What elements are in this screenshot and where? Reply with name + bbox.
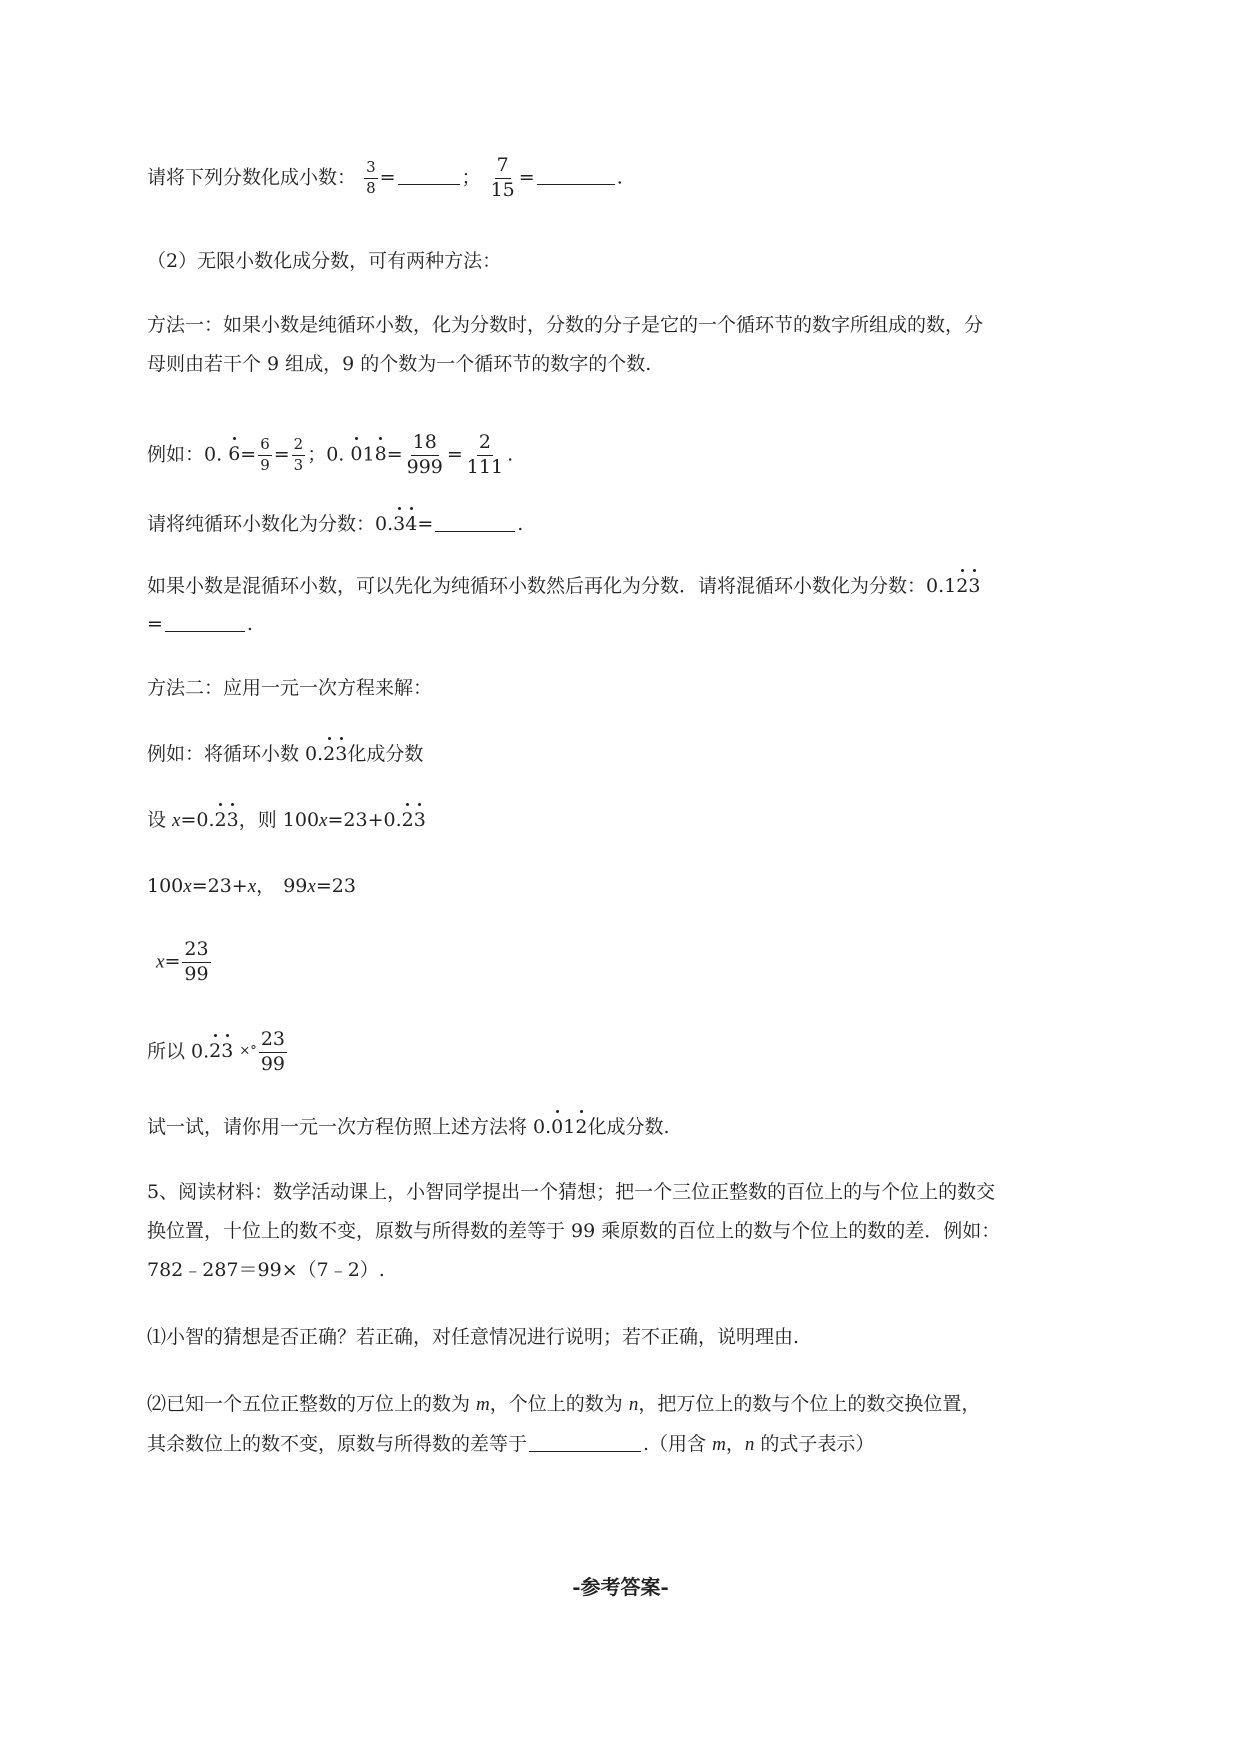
- answer-blank[interactable]: [435, 513, 515, 532]
- subquestion-2-line1: ⑵已知一个五位正整数的万位上的数为 m，个位上的数为 n，把万位上的数与个位上的数交换位置，: [147, 1393, 981, 1415]
- conclusion: 所以 0.23 ×° $\frac{23}{99}$: [147, 1028, 285, 1075]
- answer-blank[interactable]: [537, 166, 615, 185]
- reading-material-example: 782﹣287＝99×（7﹣2）.: [147, 1259, 385, 1281]
- method-intro: （2）无限小数化成分数，可有两种方法：: [147, 250, 502, 272]
- question-text: 请将下列分数化成小数：: [147, 166, 357, 189]
- answer-blank[interactable]: [529, 1433, 641, 1452]
- example-method-two: 例如：将循环小数 0.23化成分数: [147, 740, 423, 768]
- repeating-digit: 0: [350, 440, 362, 468]
- reading-material-line1: 5、阅读材料：数学活动课上，小智同学提出一个猜想；把一个三位正整数的百位上的与个位上的数交: [147, 1181, 996, 1203]
- repeating-digit: 8: [375, 440, 387, 468]
- equation-setup: 设 x=0.23，则 100x=23+0.23: [147, 806, 426, 835]
- equation-solve: 100x=23+x， 99x=23: [147, 875, 356, 897]
- reading-material-line2: 换位置，十位上的数不变，原数与所得数的差等于 99 乘原数的百位上的数与个位上的数的差．例如：: [147, 1220, 1001, 1242]
- method-one-line2: 母则由若干个 9 组成，9 的个数为一个循环节的数字的个数.: [147, 353, 652, 375]
- example-pure-repeating: 例如：0. 6= $\frac{6}{9}$ = $\frac{2}{3}$ ；0. 018= $\frac{18}{999}$ = $\frac{2}{111}$ .: [147, 431, 514, 478]
- fraction-3-8: $\frac{3}{8}$: [366, 158, 376, 197]
- equation-result: x= $\frac{23}{99}$: [156, 938, 209, 985]
- mixed-repeating-answer: = .: [147, 613, 253, 635]
- mixed-repeating-question: 如果小数是混循环小数，可以先化为纯循环小数然后再化为分数．请将混循环小数化为分数：0.123: [147, 572, 980, 600]
- fraction-to-decimal-question: 请将下列分数化成小数： $\frac{3}{8}$ = ； $\frac{7}{15}$ = .: [147, 154, 623, 201]
- pure-repeating-question: 请将纯循环小数化为分数：0.34= .: [147, 510, 523, 538]
- repeating-digit: 6: [228, 440, 240, 468]
- answer-blank[interactable]: [165, 613, 245, 632]
- answer-blank[interactable]: [398, 166, 460, 185]
- method-one-line1: 方法一：如果小数是纯循环小数，化为分数时，分数的分子是它的一个循环节的数字所组成的数，分: [147, 314, 984, 336]
- method-two: 方法二：应用一元一次方程来解：: [147, 677, 433, 699]
- subquestion-2-line2: 其余数位上的数不变，原数与所得数的差等于 .（用含 m，n 的式子表示）: [147, 1433, 875, 1455]
- try-it-question: 试一试，请你用一元一次方程仿照上述方法将 0.012化成分数.: [147, 1113, 670, 1141]
- subquestion-1: ⑴小智的猜想是否正确？若正确，对任意情况进行说明；若不正确，说明理由.: [147, 1326, 800, 1348]
- answer-key-heading: -参考答案-: [572, 1575, 669, 1599]
- fraction-7-15: $\frac{7}{15}$: [490, 154, 515, 201]
